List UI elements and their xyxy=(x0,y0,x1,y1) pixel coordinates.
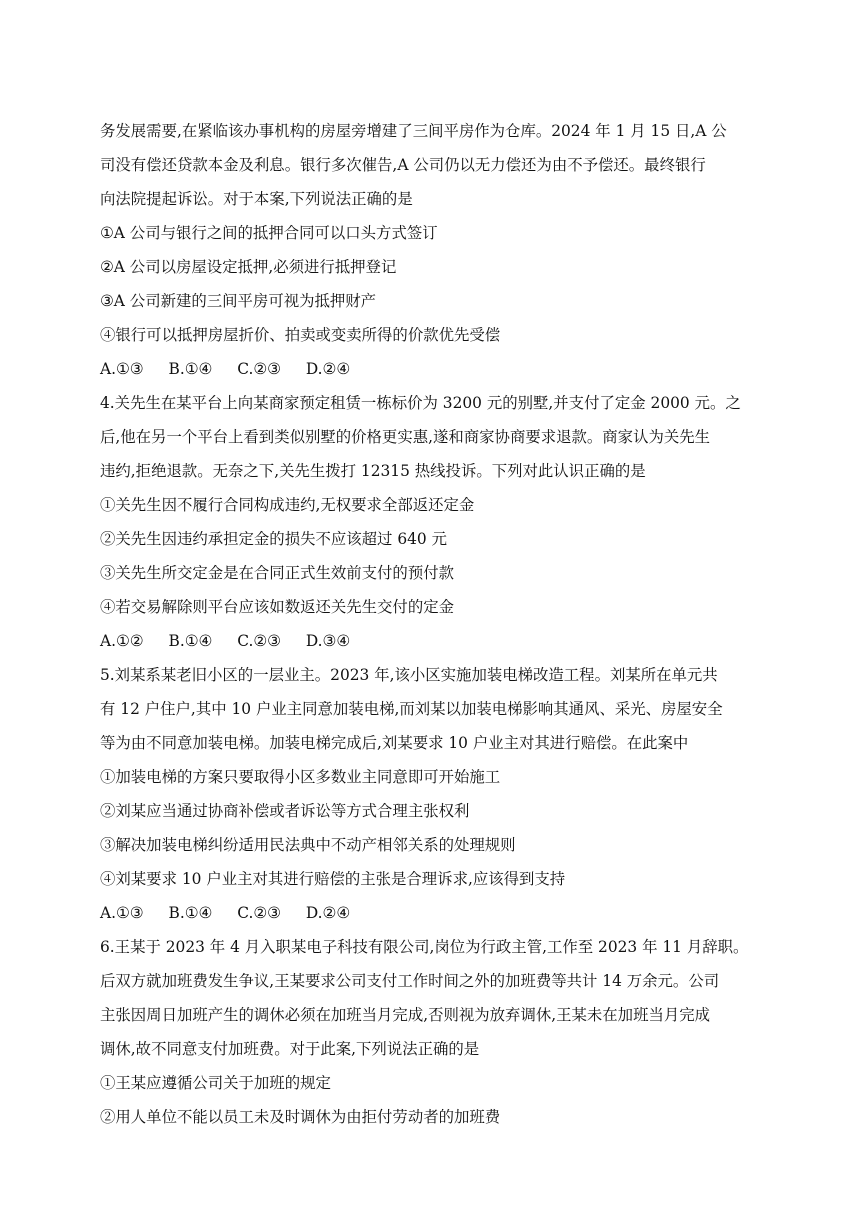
statement-item: ③解决加装电梯纠纷适用民法典中不动产相邻关系的处理规则 xyxy=(100,836,516,854)
question-stem-line: 主张因周日加班产生的调休必须在加班当月完成,否则视为放弃调休,王某未在加班当月完成 xyxy=(100,1006,711,1024)
option-b: B.①④ xyxy=(168,360,213,378)
question-stem-line: 等为由不同意加装电梯。加装电梯完成后,刘某要求 10 户业主对其进行赔偿。在此案中 xyxy=(100,734,689,752)
option-c: C.②③ xyxy=(237,632,281,650)
question-stem-line: 有 12 户住户,其中 10 户业主同意加装电梯,而刘某以加装电梯影响其通风、采光、房屋安全 xyxy=(100,700,723,718)
option-a: A.①③ xyxy=(100,904,144,922)
statement-item: ①王某应遵循公司关于加班的规定 xyxy=(100,1074,331,1092)
question-stem-line: 调休,故不同意支付加班费。对于此案,下列说法正确的是 xyxy=(100,1040,480,1058)
statement-item: ③A 公司新建的三间平房可视为抵押财产 xyxy=(100,292,377,310)
question-3 xyxy=(100,114,760,386)
option-d: D.②④ xyxy=(305,904,351,922)
question-stem-line: 向法院提起诉讼。对于本案,下列说法正确的是 xyxy=(100,190,413,208)
answer-options xyxy=(100,896,760,930)
question-stem-line: 5.刘某系某老旧小区的一层业主。2023 年,该小区实施加装电梯改造工程。刘某所在单元共 xyxy=(100,666,718,684)
statement-item: ②刘某应当通过协商补偿或者诉讼等方式合理主张权利 xyxy=(100,802,470,820)
answer-options xyxy=(100,624,760,658)
option-b: B.①④ xyxy=(168,904,213,922)
question-4 xyxy=(100,386,760,658)
option-d: D.②④ xyxy=(305,360,351,378)
statement-item: ①A 公司与银行之间的抵押合同可以口头方式签订 xyxy=(100,224,438,242)
statement-item: ④银行可以抵押房屋折价、拍卖或变卖所得的价款优先受偿 xyxy=(100,326,501,344)
statement-item: ①关先生因不履行合同构成违约,无权要求全部返还定金 xyxy=(100,496,475,514)
question-stem-line: 司没有偿还贷款本金及利息。银行多次催告,A 公司仍以无力偿还为由不予偿还。最终银行 xyxy=(100,156,706,174)
option-b: B.①④ xyxy=(168,632,213,650)
statement-item: ④刘某要求 10 户业主对其进行赔偿的主张是合理诉求,应该得到支持 xyxy=(100,870,566,888)
question-stem-line: 后双方就加班费发生争议,王某要求公司支付工作时间之外的加班费等共计 14 万余元。公司 xyxy=(100,972,720,990)
statement-item: ②用人单位不能以员工未及时调休为由拒付劳动者的加班费 xyxy=(100,1108,501,1126)
statement-item: ②A 公司以房屋设定抵押,必须进行抵押登记 xyxy=(100,258,397,276)
question-stem-line: 4.关先生在某平台上向某商家预定租赁一栋标价为 3200 元的别墅,并支付了定金 2000 元。之 xyxy=(100,394,741,412)
statement-item: ④若交易解除则平台应该如数返还关先生交付的定金 xyxy=(100,598,454,616)
option-d: D.③④ xyxy=(305,632,351,650)
question-stem-line: 后,他在另一个平台上看到类似别墅的价格更实惠,遂和商家协商要求退款。商家认为关先生 xyxy=(100,428,711,446)
option-c: C.②③ xyxy=(237,360,281,378)
option-c: C.②③ xyxy=(237,904,281,922)
question-5 xyxy=(100,658,760,930)
answer-options xyxy=(100,352,760,386)
question-stem-line: 务发展需要,在紧临该办事机构的房屋旁增建了三间平房作为仓库。2024 年 1 月 15 日,A 公 xyxy=(100,122,727,140)
statement-item: ①加装电梯的方案只要取得小区多数业主同意即可开始施工 xyxy=(100,768,501,786)
question-stem-line: 违约,拒绝退款。无奈之下,关先生拨打 12315 热线投诉。下列对此认识正确的是 xyxy=(100,462,646,480)
question-stem-line: 6.王某于 2023 年 4 月入职某电子科技有限公司,岗位为行政主管,工作至 2023 年 11 月辞职。 xyxy=(100,938,749,956)
option-a: A.①② xyxy=(100,632,144,650)
statement-item: ②关先生因违约承担定金的损失不应该超过 640 元 xyxy=(100,530,447,548)
question-6 xyxy=(100,930,760,1134)
option-a: A.①③ xyxy=(100,360,144,378)
exam-page xyxy=(100,114,760,1134)
statement-item: ③关先生所交定金是在合同正式生效前支付的预付款 xyxy=(100,564,454,582)
